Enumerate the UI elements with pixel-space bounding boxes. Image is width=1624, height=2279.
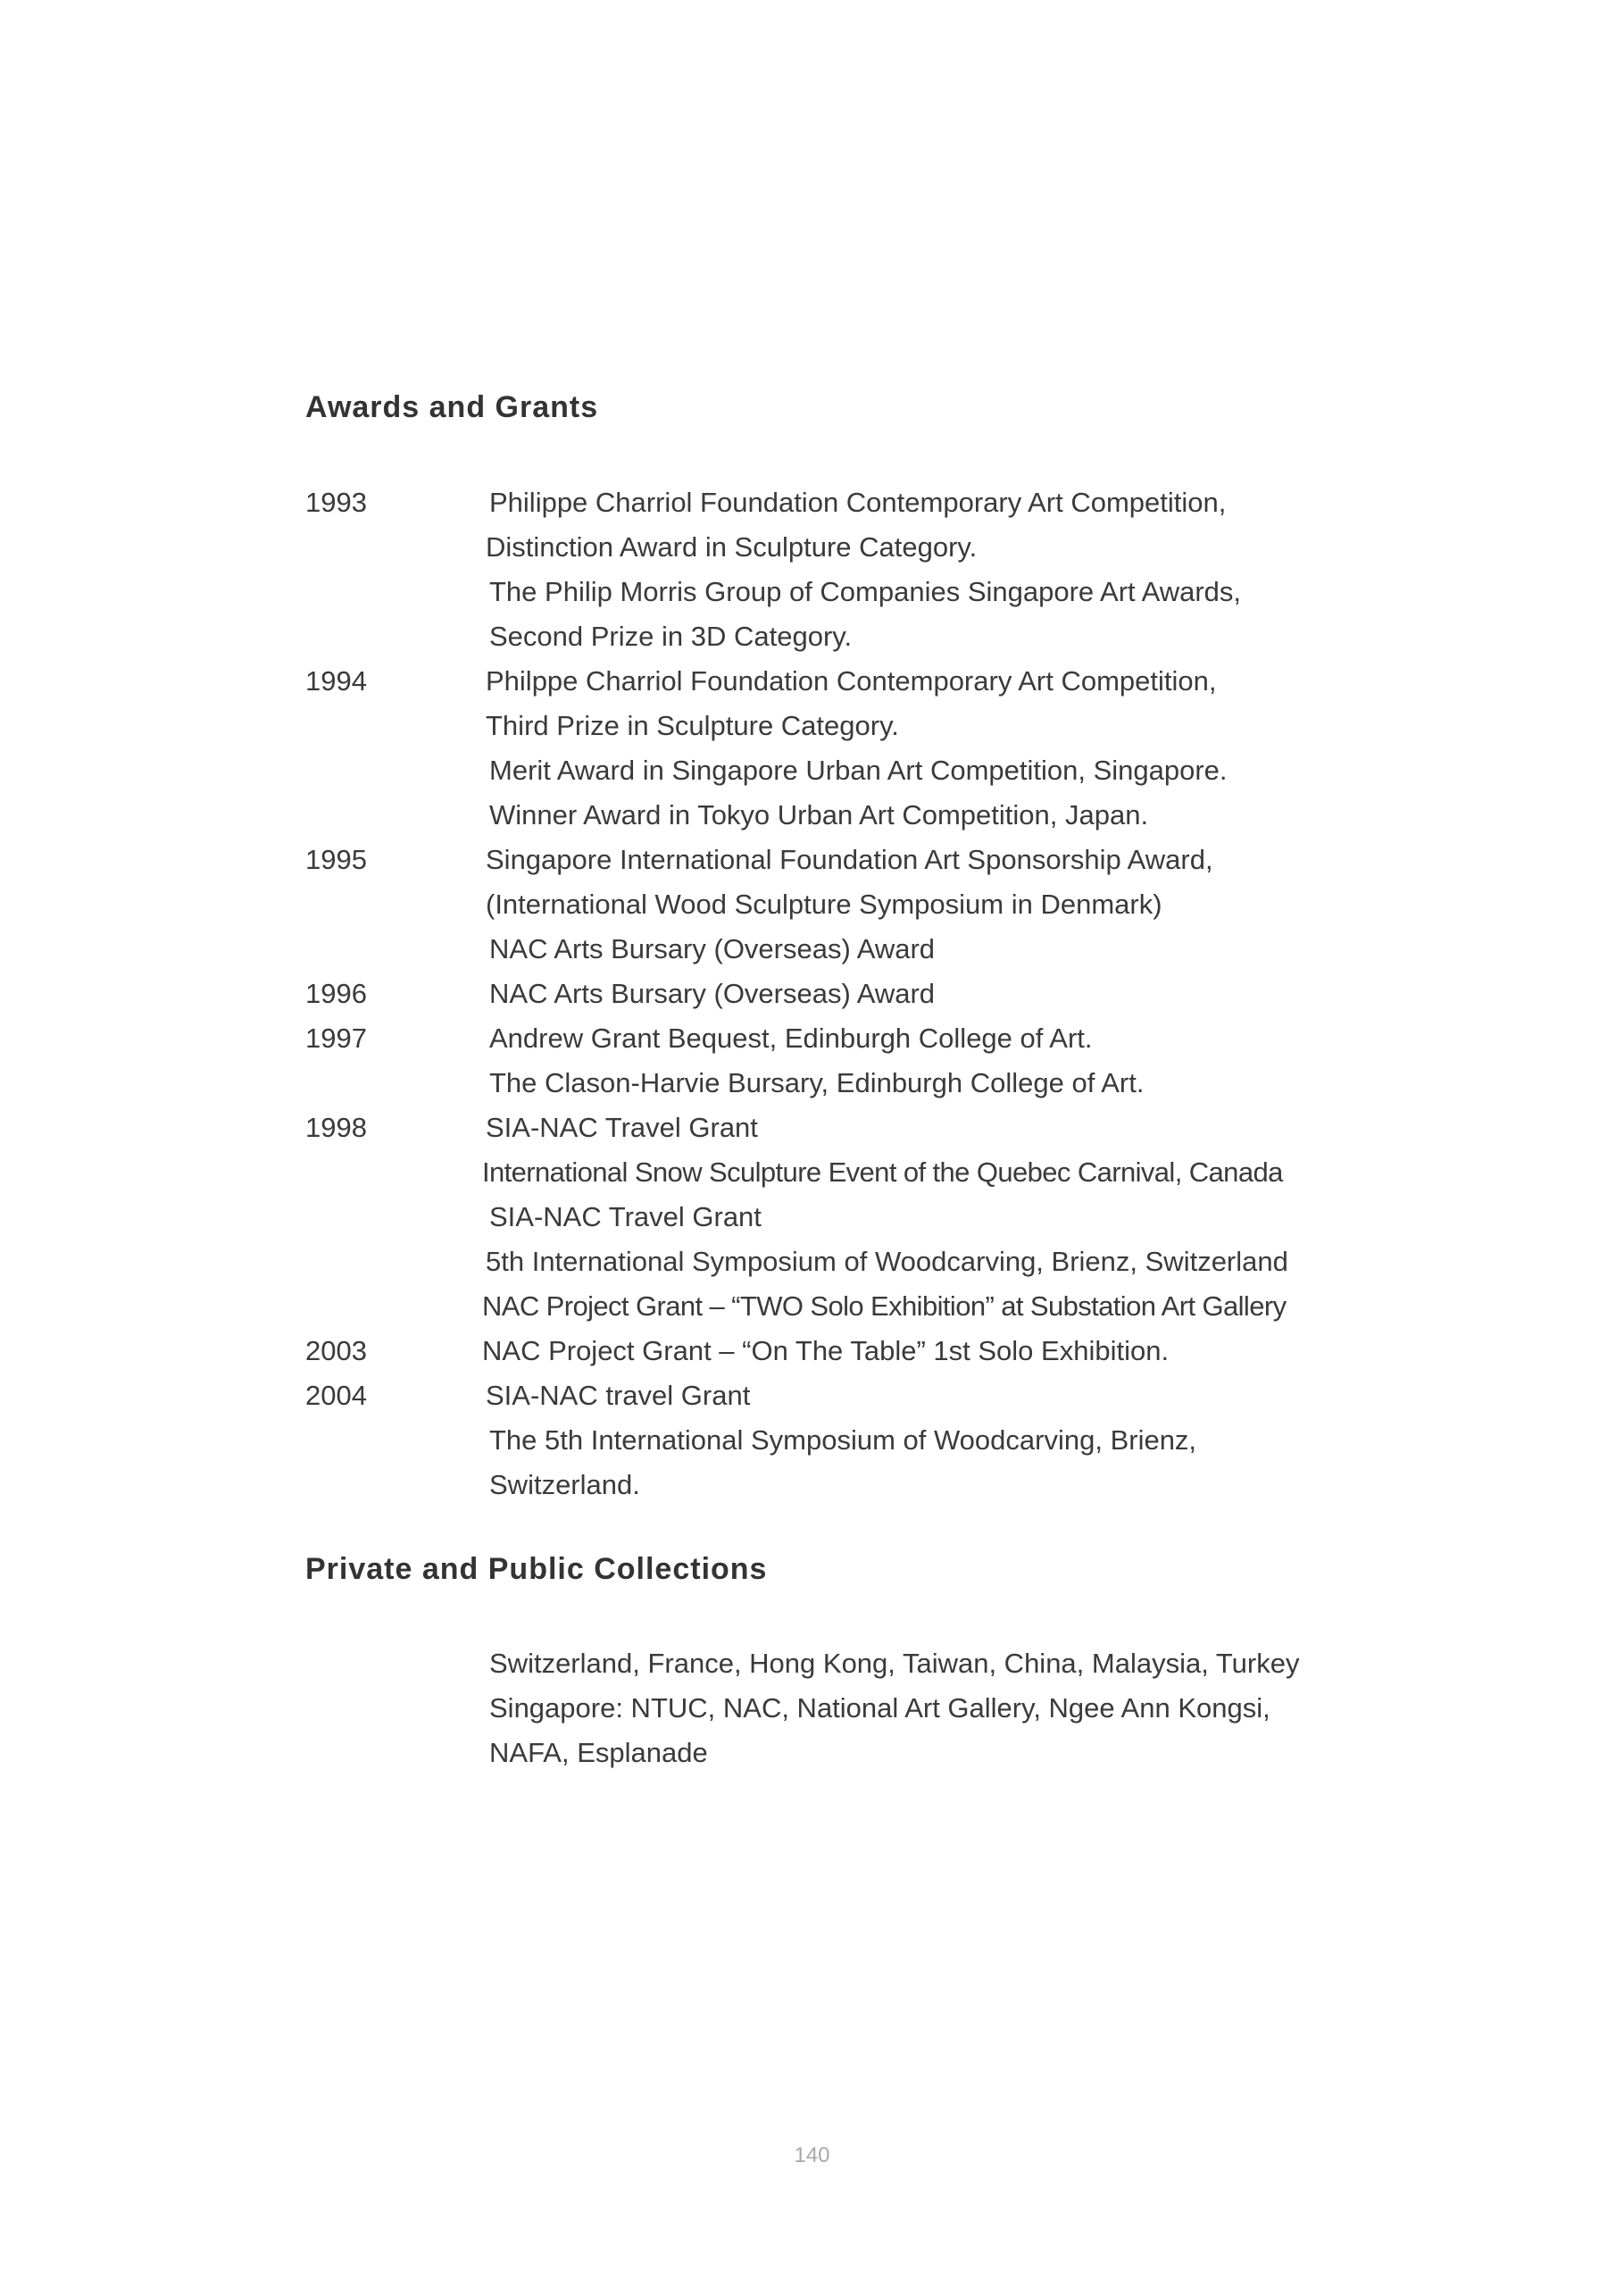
award-text: Second Prize in 3D Category. [489, 621, 853, 652]
award-row [0, 972, 1624, 1016]
award-text: International Snow Sculpture Event of the Quebec Carnival, Canada [482, 1156, 1283, 1188]
award-row [0, 1373, 1624, 1418]
award-year: 1995 [305, 844, 367, 875]
award-text: Philippe Charriol Foundation Contemporary Art Competition, [489, 487, 1227, 518]
award-text: Philppe Charriol Foundation Contemporary Art Competition, [486, 665, 1217, 697]
award-row [0, 525, 1624, 570]
collection-line [0, 1686, 1624, 1731]
award-year: 1997 [305, 1023, 367, 1054]
award-text: Switzerland. [489, 1469, 640, 1500]
award-text: SIA-NAC Travel Grant [489, 1201, 762, 1232]
award-text: Winner Award in Tokyo Urban Art Competition, Japan. [489, 799, 1149, 831]
award-text: 5th International Symposium of Woodcarving, Brienz, Switzerland [486, 1246, 1288, 1277]
award-row [0, 659, 1624, 704]
award-year: 1993 [305, 487, 367, 518]
award-year: 1994 [305, 665, 367, 697]
award-row [0, 1329, 1624, 1373]
award-row [0, 1061, 1624, 1106]
award-year: 1996 [305, 978, 367, 1009]
award-text: Merit Award in Singapore Urban Art Competition, Singapore. [489, 755, 1228, 786]
award-text: NAC Project Grant – “On The Table” 1st Solo Exhibition. [482, 1335, 1170, 1366]
awards-heading: Awards and Grants [305, 390, 599, 424]
award-text: SIA-NAC Travel Grant [486, 1112, 758, 1143]
award-row [0, 1463, 1624, 1507]
award-row [0, 1016, 1624, 1061]
collection-line [0, 1731, 1624, 1775]
award-row [0, 1284, 1624, 1329]
award-text: (International Wood Sculpture Symposium in Denmark) [486, 889, 1162, 920]
award-text: Singapore International Foundation Art Sponsorship Award, [486, 844, 1213, 875]
award-text: The Clason-Harvie Bursary, Edinburgh College of Art. [489, 1067, 1145, 1098]
award-row [0, 1150, 1624, 1195]
award-text: SIA-NAC travel Grant [486, 1380, 751, 1411]
award-text: The Philip Morris Group of Companies Singapore Art Awards, [489, 576, 1241, 607]
award-text: Distinction Award in Sculpture Category. [486, 531, 978, 563]
collection-text: NAFA, Esplanade [489, 1737, 708, 1768]
award-year: 2004 [305, 1380, 367, 1411]
award-row [0, 614, 1624, 659]
page-number: 140 [794, 2143, 830, 2167]
award-text: Third Prize in Sculpture Category. [486, 710, 899, 741]
award-row [0, 480, 1624, 525]
award-text: NAC Arts Bursary (Overseas) Award [489, 933, 936, 964]
award-text: NAC Project Grant – “TWO Solo Exhibition” at Substation Art Gallery [482, 1290, 1287, 1322]
award-text: Andrew Grant Bequest, Edinburgh College of Art. [489, 1023, 1093, 1054]
award-row [0, 704, 1624, 748]
award-text: NAC Arts Bursary (Overseas) Award [489, 978, 936, 1009]
award-row [0, 1195, 1624, 1240]
award-row [0, 838, 1624, 882]
award-year: 1998 [305, 1112, 367, 1143]
award-row [0, 570, 1624, 614]
collection-line [0, 1641, 1624, 1686]
award-row [0, 927, 1624, 972]
award-row [0, 748, 1624, 793]
award-year: 2003 [305, 1335, 367, 1366]
award-row [0, 793, 1624, 838]
award-row [0, 882, 1624, 927]
award-text: The 5th International Symposium of Woodcarving, Brienz, [489, 1424, 1197, 1456]
collection-text: Switzerland, France, Hong Kong, Taiwan, China, Malaysia, Turkey [489, 1648, 1300, 1679]
award-row [0, 1106, 1624, 1150]
collection-text: Singapore: NTUC, NAC, National Art Gallery, Ngee Ann Kongsi, [489, 1692, 1270, 1724]
collections-heading: Private and Public Collections [305, 1552, 768, 1586]
award-row [0, 1418, 1624, 1463]
award-row [0, 1240, 1624, 1284]
